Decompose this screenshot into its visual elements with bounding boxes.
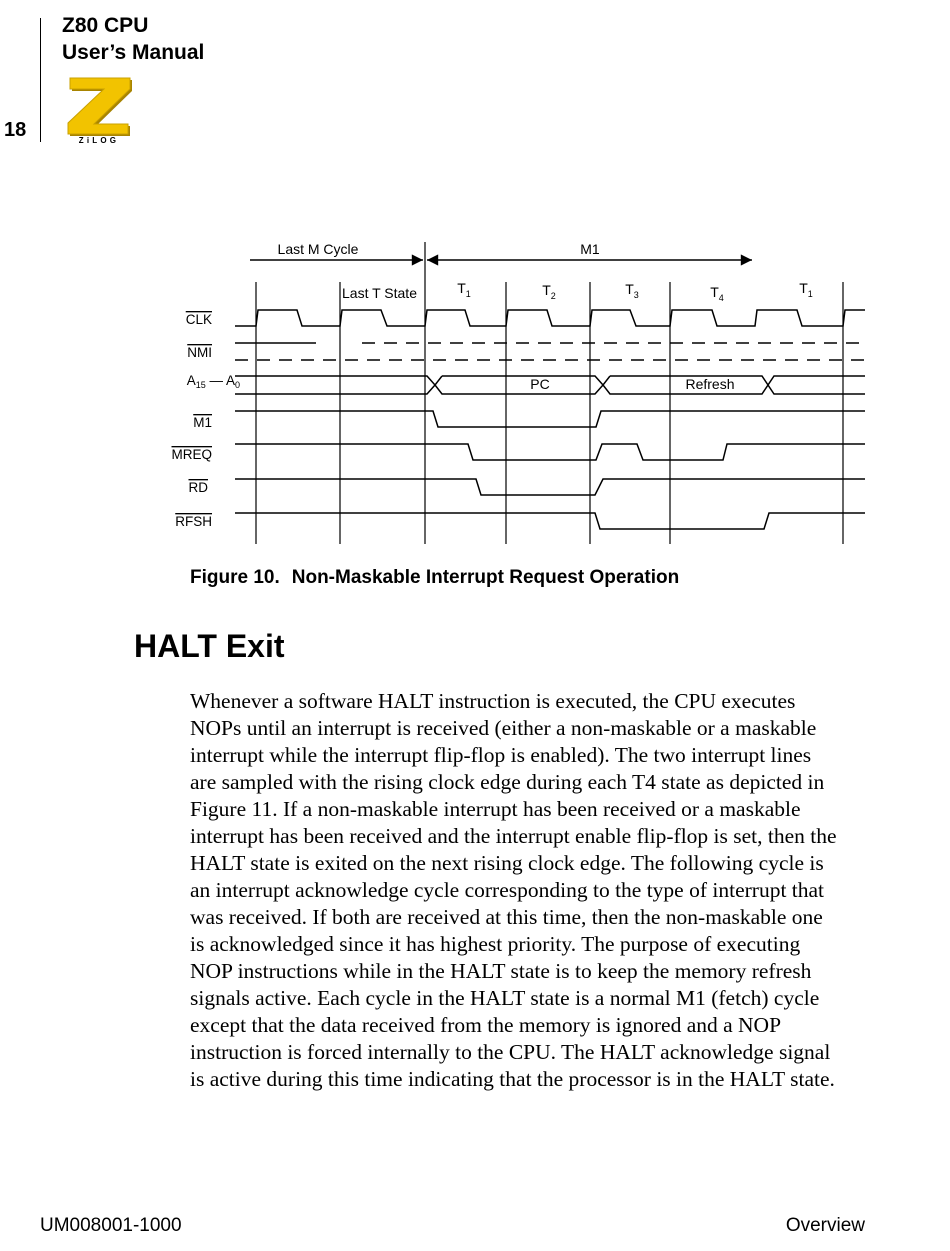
- paragraph-line: instruction is forced internally to the CPU. The HALT acknowledge signal: [190, 1040, 831, 1064]
- clk-label: CLK: [185, 312, 212, 327]
- clk-waveform: [235, 310, 865, 326]
- manual-title-line1: Z80 CPU: [62, 14, 149, 37]
- paragraph-line: NOP instructions while in the HALT state is to keep the memory refresh: [190, 959, 812, 983]
- section-heading: HALT Exit: [134, 628, 285, 664]
- t-state-label: $T_1$: [457, 280, 471, 299]
- paragraph-line: was received. If both are received at this time, then the non-maskable one: [190, 905, 823, 929]
- paragraph-line: signals active. Each cycle in the HALT state is a normal M1 (fetch) cycle: [190, 986, 820, 1010]
- paragraph-line: NOPs until an interrupt is received (either a non-maskable or a maskable: [190, 716, 817, 740]
- rd-label: RD: [188, 480, 208, 495]
- m1-waveform: [235, 411, 865, 427]
- address-bus-pc: PC: [530, 376, 550, 392]
- mreq-label: MREQ: [171, 447, 212, 462]
- last-t-state-label: Last T State: [342, 285, 417, 301]
- paragraph-line: interrupt has been received and the interrupt enable flip-flop is set, then the: [190, 824, 837, 848]
- paragraph-line: Whenever a software HALT instruction is executed, the CPU executes: [190, 689, 796, 713]
- paragraph-line: an interrupt acknowledge cycle corresponding to the type of interrupt that: [190, 878, 825, 902]
- figure-title: Non-Maskable Interrupt Request Operation: [291, 567, 680, 588]
- m1-cycle-label: M1: [580, 241, 600, 257]
- header-rule: [40, 18, 41, 142]
- t-state-label: $T_2$: [542, 282, 556, 301]
- footer-section-name: Overview: [785, 1215, 865, 1236]
- document-number: UM008001-1000: [40, 1215, 182, 1236]
- last-m-cycle-label: Last M Cycle: [277, 241, 359, 257]
- t-state-label: $T_4$: [710, 284, 724, 303]
- figure-caption: [190, 567, 679, 589]
- address-bus-waveform: [235, 376, 865, 394]
- page-number: 18: [4, 119, 27, 141]
- paragraph-line: except that the data received from the memory is ignored and a NOP: [190, 1013, 782, 1037]
- body-paragraph: [190, 688, 880, 1093]
- paragraph-line: interrupt while the interrupt flip-flop is enabled). The two interrupt lines: [190, 743, 812, 767]
- nmi-label: NMI: [187, 345, 212, 360]
- manual-title-line2: User’s Manual: [62, 41, 205, 64]
- paragraph-line: Figure 11. If a non-maskable interrupt has been received or a maskable: [190, 797, 801, 821]
- m1-label: M1: [193, 415, 212, 430]
- rd-waveform: [235, 479, 865, 495]
- figure-number: Figure 10.: [190, 567, 280, 588]
- address-bus-refresh: Refresh: [685, 376, 735, 392]
- paragraph-line: is active during this time indicating that the processor is in the HALT state.: [190, 1067, 835, 1091]
- mreq-waveform: [235, 444, 865, 460]
- zilog-logo: [64, 74, 134, 144]
- t-state-label: $T_1$: [799, 280, 813, 299]
- paragraph-line: are sampled with the rising clock edge during each T4 state as depicted in: [190, 770, 825, 794]
- rfsh-label: RFSH: [175, 514, 212, 529]
- t-state-label: $T_3$: [625, 281, 639, 300]
- rfsh-waveform: [235, 513, 865, 529]
- paragraph-line: is acknowledged since it has highest priority. The purpose of executing: [190, 932, 801, 956]
- logo-text: ZiLOG: [78, 136, 120, 144]
- address-bus-label: $A_{15}$ — $A_0$: [186, 373, 240, 390]
- nmi-timing-diagram: [140, 232, 880, 552]
- paragraph-line: HALT state is exited on the next rising clock edge. The following cycle is: [190, 851, 824, 875]
